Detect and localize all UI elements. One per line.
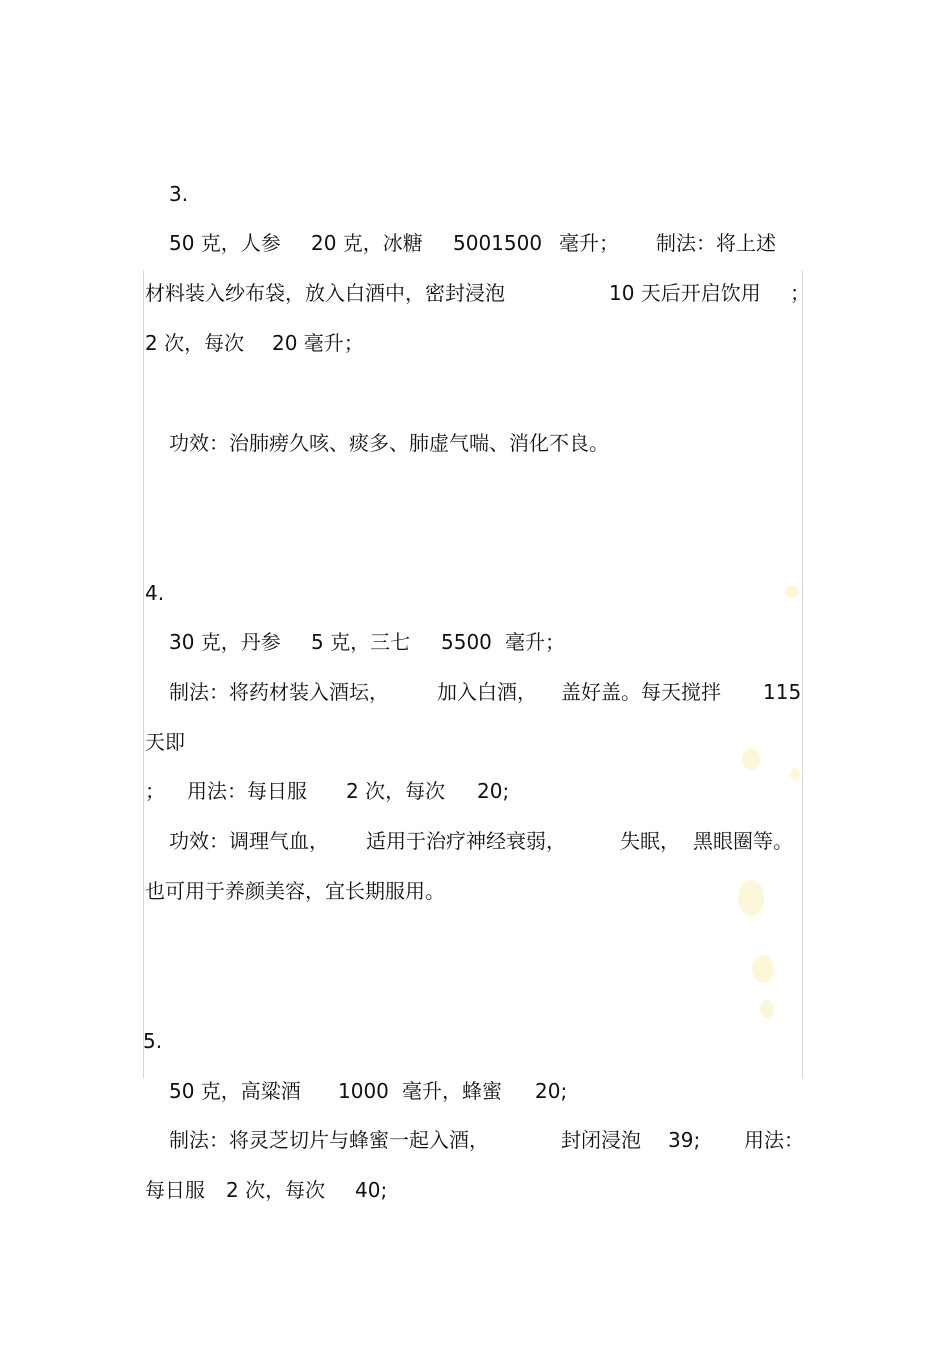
line-7 [0,627,950,657]
text-segment: 5. [143,1029,163,1053]
text-segment: 毫升； [559,231,619,255]
line-2 [0,228,950,258]
text-segment: 10 天后开启饮用 [609,281,761,305]
text-segment: 2 次，每次 [226,1178,326,1202]
text-segment: 材料装入纱布袋，放入白酒中，密封浸泡 [145,281,505,305]
line-4 [0,328,950,358]
text-segment: 5 克，三七 [311,630,411,654]
text-segment: 盖好盖。每天搅拌 [561,680,721,704]
text-segment: 2 次，每次 [346,779,446,803]
text-segment: 用法： [744,1128,804,1152]
text-segment: 20; [535,1079,568,1103]
text-segment: 20; [477,779,510,803]
text-segment: 功效：调理气血， [169,829,329,853]
line-11 [0,826,950,856]
text-segment: 20 毫升； [272,331,364,355]
text-segment: 1000 [338,1079,389,1103]
text-segment: 封闭浸泡 [561,1128,641,1152]
line-14 [0,1076,950,1106]
text-segment: 2 次，每次 [145,331,245,355]
line-16 [0,1175,950,1205]
text-segment: 天即 [145,730,185,754]
line-10 [0,776,950,806]
text-segment: 30 克，丹参 [169,630,281,654]
text-segment: 毫升，蜂蜜 [402,1079,502,1103]
paper-speck [752,955,774,983]
text-segment: 制法：将药材装入酒坛， [169,680,389,704]
text-segment: 每日服 [145,1178,205,1202]
text-segment: 加入白酒， [437,680,537,704]
text-segment: 毫升； [505,630,565,654]
text-segment: 39; [668,1128,701,1152]
line-15 [0,1125,950,1155]
text-segment: 失眠， [620,829,680,853]
text-segment: ； [790,281,810,305]
text-segment: 制法：将灵芝切片与蜂蜜一起入酒， [169,1128,489,1152]
text-segment: 4. [145,581,165,605]
text-segment: ； [145,779,165,803]
line-8 [0,677,950,707]
line-5 [0,428,950,458]
text-segment: 用法：每日服 [187,779,307,803]
text-segment: 也可用于养颜美容，宜长期服用。 [145,879,445,903]
text-segment: 20 克，冰糖 [311,231,423,255]
text-segment: 5500 [441,630,492,654]
text-segment: 5001500 [453,231,543,255]
line-6 [0,578,950,608]
line-13 [0,1026,950,1056]
text-segment: 50 克，高粱酒 [169,1079,301,1103]
paper-speck [760,1000,774,1018]
text-segment: 黑眼圈等。 [693,829,793,853]
line-9 [0,727,950,757]
line-3 [0,278,950,308]
text-segment: 制法：将上述 [656,231,776,255]
text-segment: 3. [169,182,189,206]
text-segment: 适用于治疗神经衰弱， [366,829,566,853]
text-segment: 功效：治肺痨久咳、痰多、肺虚气喘、消化不良。 [169,431,609,455]
line-12 [0,876,950,906]
text-segment: 40; [355,1178,388,1202]
page-frame [143,270,803,1078]
text-segment: 115 [763,680,802,704]
text-segment: 50 克，人参 [169,231,281,255]
line-1 [0,179,950,209]
